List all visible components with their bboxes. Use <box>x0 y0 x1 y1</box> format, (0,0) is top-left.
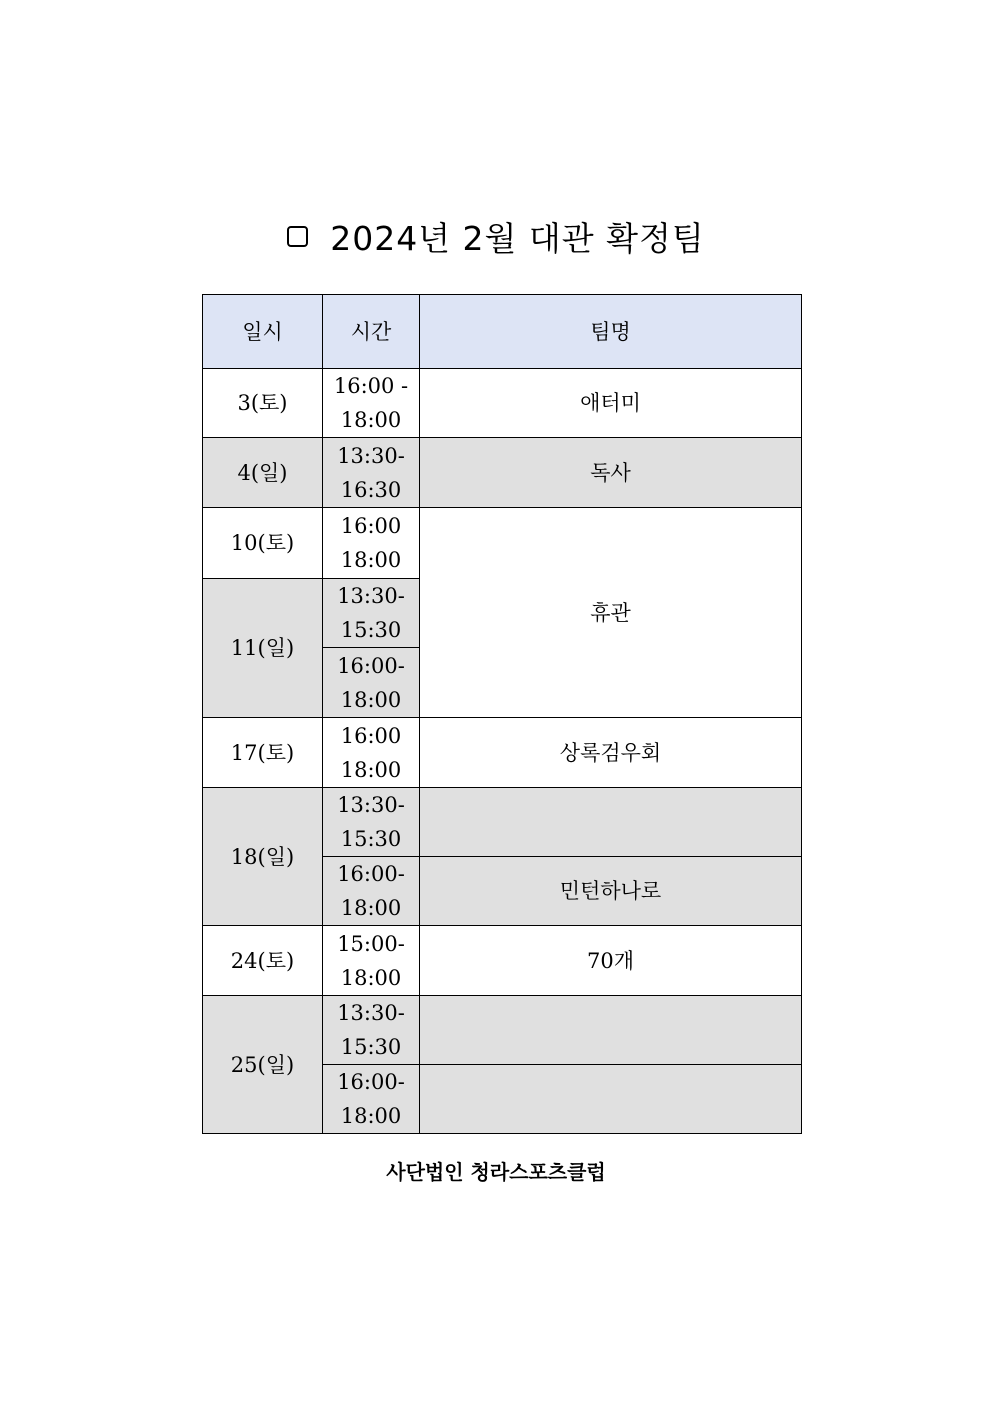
time-end: 18:00 <box>340 896 402 920</box>
table-row <box>203 438 802 508</box>
time-end: 18:00 <box>340 548 402 572</box>
time-start: 16:00- <box>337 653 405 678</box>
time-end: 18:00 <box>340 687 402 712</box>
team-cell: 민턴하나로 <box>420 857 802 926</box>
time-start: 13:30- <box>337 443 405 468</box>
time-end: 15:30 <box>340 1035 402 1059</box>
table-row <box>203 508 802 579</box>
team-cell <box>420 788 802 857</box>
date-cell: 4(일) <box>203 438 323 508</box>
team-cell <box>420 1065 802 1134</box>
time-cell <box>323 926 420 996</box>
time-cell <box>323 718 420 788</box>
date-cell: 10(토) <box>203 508 323 579</box>
time-start: 13:30- <box>337 793 405 817</box>
team-cell: 애터미 <box>420 369 802 438</box>
time-start: 16:00- <box>337 1070 405 1094</box>
time-cell <box>323 579 420 648</box>
time-cell <box>323 508 420 579</box>
time-start: 16:00 <box>340 514 402 538</box>
time-start: 13:30- <box>337 1001 405 1025</box>
date-cell: 24(토) <box>203 926 323 996</box>
time-cell <box>323 996 420 1065</box>
page-title-text: 2024년 2월 대관 확정팀 <box>330 218 705 258</box>
page-title <box>0 212 992 260</box>
date-cell: 25(일) <box>203 996 323 1134</box>
header-team: 팀명 <box>420 295 802 369</box>
time-cell <box>323 438 420 508</box>
time-start: 13:30- <box>337 584 405 608</box>
table-row <box>203 369 802 438</box>
time-start: 16:00 - <box>333 374 409 398</box>
team-cell <box>420 996 802 1065</box>
schedule-table <box>202 294 802 1134</box>
team-cell: 70개 <box>420 926 802 996</box>
time-end: 15:30 <box>340 618 402 642</box>
header-time: 시간 <box>323 295 420 369</box>
time-end: 16:30 <box>340 477 402 502</box>
header-date: 일시 <box>203 295 323 369</box>
team-cell: 독사 <box>420 438 802 508</box>
time-start: 16:00- <box>337 862 405 886</box>
time-end: 15:30 <box>340 827 402 851</box>
time-start: 16:00 <box>340 723 402 748</box>
time-end: 18:00 <box>340 408 402 432</box>
date-cell: 11(일) <box>203 579 323 718</box>
table-row <box>203 718 802 788</box>
table-row <box>203 996 802 1065</box>
time-start: 15:00- <box>337 931 405 956</box>
time-cell <box>323 1065 420 1134</box>
table-header-row <box>203 295 802 369</box>
time-cell <box>323 788 420 857</box>
time-cell <box>323 857 420 926</box>
table-row <box>203 926 802 996</box>
team-cell: 상록검우회 <box>420 718 802 788</box>
time-end: 18:00 <box>340 1104 402 1128</box>
time-cell <box>323 648 420 718</box>
checkbox-square-icon <box>287 226 308 247</box>
time-end: 18:00 <box>340 965 402 990</box>
date-cell: 3(토) <box>203 369 323 438</box>
date-cell: 17(토) <box>203 718 323 788</box>
date-cell: 18(일) <box>203 788 323 926</box>
table-row <box>203 788 802 857</box>
time-end: 18:00 <box>340 757 402 782</box>
team-cell-closed: 휴관 <box>420 508 802 718</box>
organization-name: 사단법인 청라스포츠클럽 <box>386 1160 606 1184</box>
time-cell <box>323 369 420 438</box>
